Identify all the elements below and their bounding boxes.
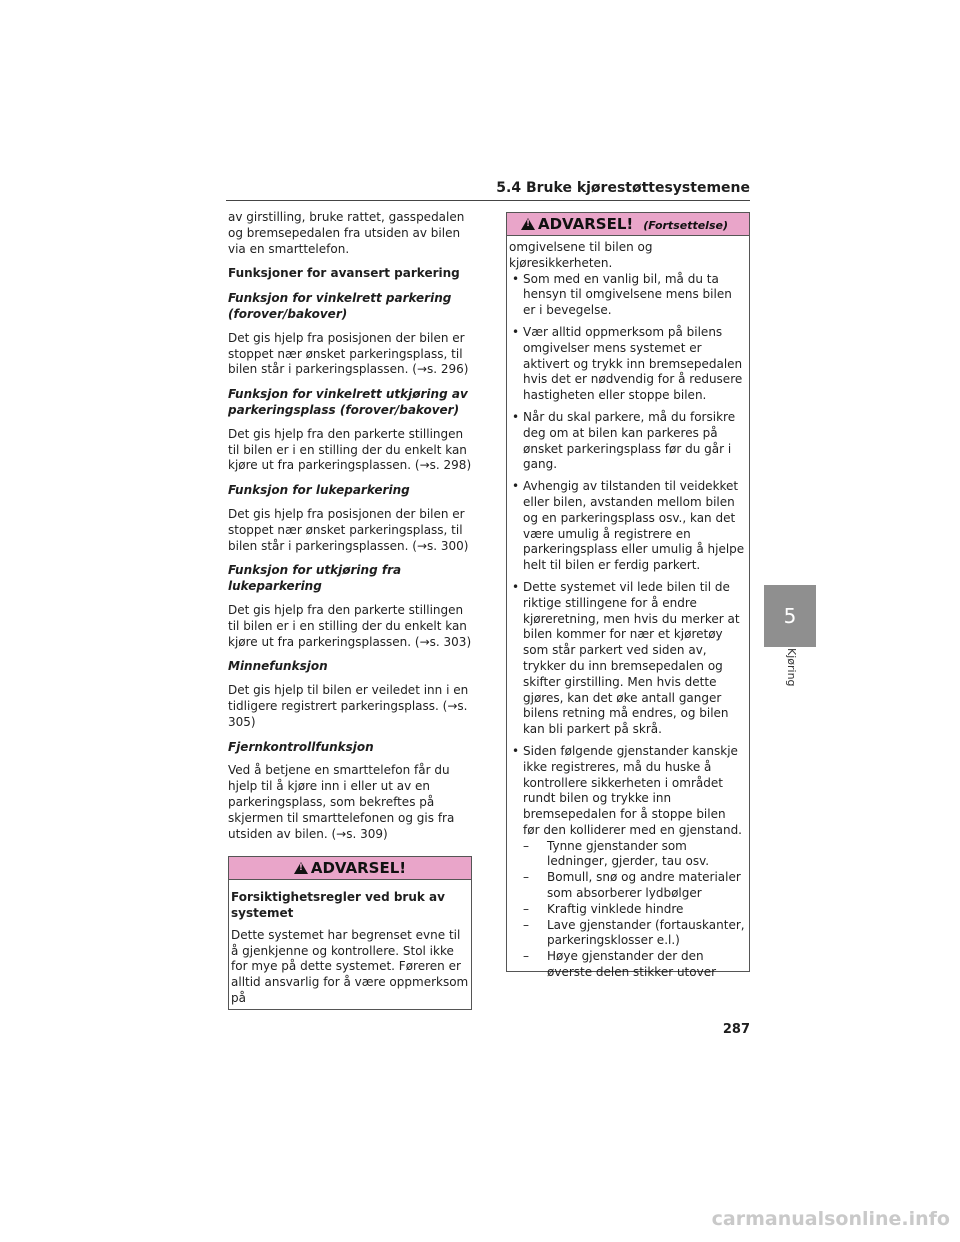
item-title: Minnefunksjon: [228, 659, 328, 674]
warning-text: Dette systemet har begrenset evne til å gjenkjenne og kontrollere. Stol ikke for mye på dette systemet. Føreren er alltid ansvarlig for å være oppmerksom på: [231, 927, 469, 1006]
continued-label: (Fortsettelse): [643, 219, 728, 232]
intro-paragraph: av girstilling, bruke rattet, gasspedalen og bremsepedalen fra utsiden av bilen via en smarttelefon.: [228, 210, 465, 256]
item-title: Fjernkontrollfunksjon: [228, 739, 374, 754]
warning-body: [229, 880, 471, 1007]
item-text: Det gis hjelp fra den parkerte stillingen til bilen er i en stilling der du enkelt kan kjøre ut fra parkeringsplassen. (→s. 303): [228, 602, 472, 649]
header-divider: [226, 200, 750, 201]
dash-item: – Bomull, snø og andre materialer som absorberer lydbølger: [523, 870, 745, 902]
watermark: carmanualsonline.info: [711, 1208, 950, 1230]
item-title: Funksjon for vinkelrett utkjøring av parkeringsplass (forover/bakover): [228, 387, 468, 417]
bullet-item: • Siden følgende gjenstander kanskje ikke registreres, må du huske å kontrollere sikkerheten i området rundt bilen og trykke inn bremsepedalen for å stoppe bilen før den kolliderer med en gjenstand.: [509, 744, 745, 839]
warning-box: [228, 856, 472, 1010]
dash-item: – Høye gjenstander der den øverste delen stikker utover: [523, 949, 745, 981]
chapter-tab: 5: [764, 585, 816, 647]
item-title: Funksjon for lukeparkering: [228, 483, 410, 498]
item-title: Funksjon for vinkelrett parkering (forover/bakover): [228, 291, 452, 321]
left-column: [228, 210, 472, 1010]
item-text: Ved å betjene en smarttelefon får du hjelp til å kjøre inn i eller ut av en parkeringsplass, som bekreftes på skjermen til smarttelefonen og gis fra utsiden av bilen. (→s. 309): [228, 763, 455, 841]
warning-continued-box: [506, 212, 750, 980]
section-title: Funksjoner for avansert parkering: [228, 266, 460, 281]
item-text: Det gis hjelp til bilen er veiledet inn i en tidligere registrert parkeringsplass. (→s. 305): [228, 683, 469, 729]
warning-header: [229, 857, 471, 880]
item-text: Det gis hjelp fra posisjonen der bilen er stoppet nær ønsket parkeringsplass, til bilen står i parkeringsplassen. (→s. 300): [228, 506, 469, 553]
warning-label: ADVARSEL!: [538, 215, 634, 233]
bullet-item: • Avhengig av tilstanden til veidekket eller bilen, avstanden mellom bilen og en parkeringsplass osv., kan det være umulig å registrere en parkeringsplass eller umulig å hjelpe helt til bilen er ferdig parkert.: [509, 479, 745, 574]
dash-item: – Tynne gjenstander som ledninger, gjerder, tau osv.: [523, 839, 745, 871]
dash-list: [509, 839, 745, 981]
warning-triangle-icon: [294, 862, 308, 874]
warning-lead: omgivelsene til bilen og kjøresikkerheten.: [509, 240, 653, 270]
item-text: Det gis hjelp fra posisjonen der bilen er stoppet nær ønsket parkeringsplass, til bilen står i parkeringsplassen. (→s. 296): [228, 330, 469, 377]
bullet-item: • Når du skal parkere, må du forsikre deg om at bilen kan parkeres på ønsket parkeringsplass før du går i gang.: [509, 410, 745, 473]
page-number: 287: [722, 1022, 750, 1037]
warning-body: [507, 236, 749, 981]
warning-label: ADVARSEL!: [310, 859, 407, 878]
item-title: Funksjon for utkjøring fra lukeparkering: [228, 563, 402, 594]
bullet-item: • Som med en vanlig bil, må du ta hensyn til omgivelsene mens bilen er i bevegelse.: [509, 272, 745, 319]
warning-header: [507, 213, 749, 236]
chapter-tab-label: Kjøring: [785, 648, 798, 687]
bullet-item: • Vær alltid oppmerksom på bilens omgivelser mens systemet er aktivert og trykk inn bremsepedalen hvis det er nødvendig for å redusere hastigheten eller stoppe bilen.: [509, 325, 745, 404]
warning-triangle-icon: [521, 218, 535, 230]
dash-item: – Kraftig vinklede hindre: [523, 902, 745, 918]
item-text: Det gis hjelp fra den parkerte stillingen til bilen er i en stilling der du enkelt kan kjøre ut fra parkeringsplassen. (→s. 298): [228, 426, 472, 473]
bullet-item: • Dette systemet vil lede bilen til de riktige stillingene for å endre kjøreretning, men hvis du merker at bilen kommer for nær et kjøretøy som står parkert ved siden av, trykker du inn bremsepedalen og skifter girstilling. Men hvis dette gjøres, kan det øke antall ganger bilens retning må endres, og bilen kan bli parkert på skrå.: [509, 580, 745, 738]
warning-title: Forsiktighetsregler ved bruk av systemet: [231, 890, 445, 921]
dash-item: – Lave gjenstander (fortauskanter, parkeringsklosser e.l.): [523, 918, 745, 950]
chapter-header: 5.4 Bruke kjørestøttesystemene: [496, 180, 750, 196]
